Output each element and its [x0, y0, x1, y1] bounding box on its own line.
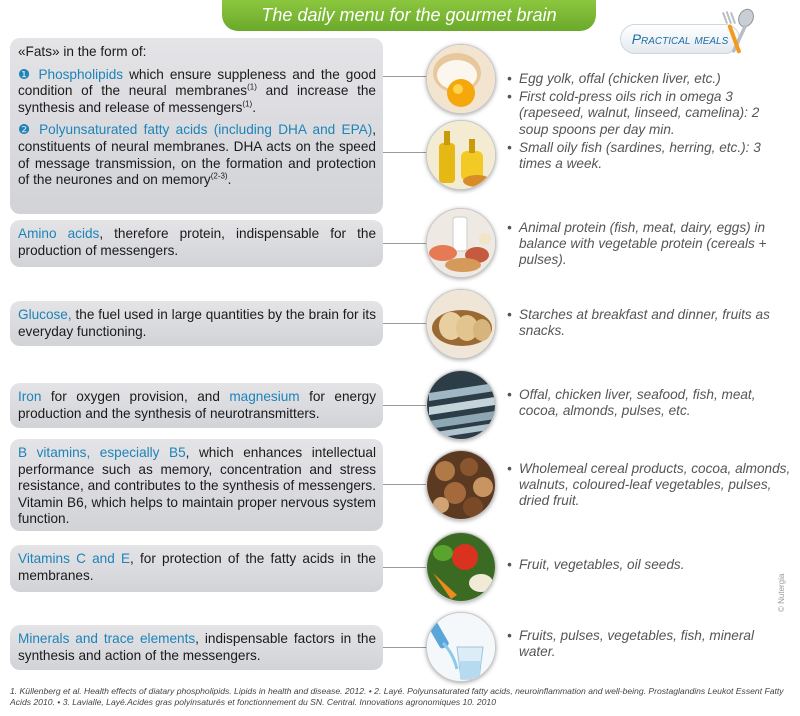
- phospholipids-number: ❶: [18, 66, 33, 82]
- iron-term: Iron: [18, 389, 42, 404]
- connector-line: [383, 243, 427, 244]
- page-title: The daily menu for the gourmet brain: [261, 5, 557, 25]
- meal-oils: • First cold-press oils rich in omega 3 (rapeseed, walnut, linseed, camelina): 2 soup spoons per day min.: [507, 89, 792, 138]
- vitamins-ce-text: , for protection of the fatty acids in the membranes.: [18, 551, 376, 583]
- practical-meals-label: Practical meals: [631, 31, 729, 47]
- meal-starches: • Starches at breakfast and dinner, fruits as snacks.: [507, 307, 792, 339]
- copyright-credit: © Nutergia: [777, 573, 786, 612]
- iron-text-b: for energy production and the synthesis of neurotransmitters.: [18, 389, 376, 421]
- fats-intro: «Fats» in the form of:: [18, 44, 147, 59]
- amino-term: Amino acids: [18, 226, 100, 241]
- meals-glucose-list: [507, 307, 792, 341]
- amino-text: , therefore protein, indispensable for the production of messengers.: [18, 226, 377, 258]
- nuts-image: [426, 450, 496, 520]
- phospholipids-text-b: and increase the synthesis and release of messengers: [18, 83, 376, 115]
- connector-line: [383, 152, 427, 153]
- phospholipids-term: Phospholipids: [38, 66, 124, 82]
- page-title-banner: [222, 0, 596, 31]
- iron-text-a: for oxygen provision, and: [41, 389, 230, 404]
- connector-line: [383, 647, 427, 648]
- fork-spoon-icon: [716, 8, 762, 60]
- meal-wholemeal: • Wholemeal cereal products, cocoa, almonds, walnuts, coloured-leaf vegetables, pulses, dried fruit.: [507, 461, 792, 510]
- card-minerals: [10, 625, 383, 670]
- phospholipids-text-c: .: [252, 99, 256, 115]
- card-b-vitamins: [10, 439, 383, 531]
- card-fats: [10, 38, 383, 214]
- meal-protein: • Animal protein (fish, meat, dairy, eggs) in balance with vegetable protein (cereals + pulses).: [507, 220, 792, 269]
- card-vitamins-c-e: [10, 545, 383, 592]
- pufa-text-b: .: [227, 172, 232, 188]
- ref-1a: (1): [247, 82, 257, 92]
- connector-line: [383, 76, 427, 77]
- fats-polyunsaturated: [18, 122, 376, 188]
- references-footnote: 1. Küllenberg et al. Health effects of diatary phospholipids. Lipids in health and disease. 2012. • 2. Layé. Polyunsaturated fatty acids, neuroinflammation and well-being. Prostaglandins Leukot Essent Fatty Acids 2010. • 3. Lavialle, Layé.Acides gras polyinsaturés et fonctionnement du SN. Central. Innovations agronomiques 10. 2010: [10, 686, 784, 707]
- pufa-text-a: , constituents of neural membranes. DHA acts on the speed of message transmission, on the formation and protection of the neurones and on memory: [18, 122, 377, 188]
- magnesium-term: magnesium: [229, 389, 300, 404]
- connector-line: [383, 484, 427, 485]
- meal-mineral-water: • Fruits, pulses, vegetables, fish, mineral water.: [507, 628, 792, 660]
- protein-foods-image: [426, 208, 496, 278]
- phospholipids-text-a: which ensure suppleness and the good condition of the neural membranes: [18, 66, 377, 99]
- glucose-text: the fuel used in large quantities by the brain for its everyday functioning.: [18, 307, 376, 339]
- minerals-text: , indispensable factors in the synthesis and action of the messengers.: [18, 631, 376, 663]
- connector-line: [383, 405, 427, 406]
- connector-line: [383, 323, 427, 324]
- connector-line: [383, 567, 427, 568]
- meal-oily-fish: • Small oily fish (sardines, herring, etc.): 3 times a week.: [507, 140, 792, 172]
- meal-fruit: • Fruit, vegetables, oil seeds.: [507, 557, 792, 573]
- vitamins-ce-term: Vitamins C and E: [18, 551, 131, 566]
- water-glass-image: [426, 612, 496, 682]
- pufa-term: Polyunsaturated fatty acids (including DHA and EPA): [39, 122, 373, 138]
- sardines-image: [426, 370, 496, 440]
- minerals-term: Minerals and trace elements: [18, 631, 196, 646]
- meal-offal: • Offal, chicken liver, seafood, fish, meat, cocoa, almonds, pulses, etc.: [507, 387, 792, 419]
- egg-yolk-image: [426, 44, 496, 114]
- meal-egg-yolk: • Egg yolk, offal (chicken liver, etc.): [507, 71, 792, 87]
- ref-1b: (1): [242, 99, 253, 109]
- fats-phospholipids: [18, 67, 376, 117]
- card-iron-magnesium: [10, 383, 383, 428]
- b-vitamins-term: B vitamins, especially B5: [18, 445, 186, 460]
- meals-b-vitamins-list: [507, 461, 792, 512]
- meals-minerals-list: [507, 628, 792, 662]
- pufa-number: ❷: [18, 122, 33, 138]
- ref-2-3: (2-3): [210, 171, 228, 181]
- meals-vitamins-ce-list: [507, 557, 792, 575]
- card-amino-acids: [10, 220, 383, 267]
- glucose-term: Glucose,: [18, 307, 72, 322]
- meals-amino-list: [507, 220, 792, 271]
- b-vitamins-text: , which enhances intellectual performance such as memory, concentration and stress resistance, and contributes to the synthesis of messengers. Vitamin B6, which helps to maintain proper nervous system function.: [18, 445, 376, 527]
- card-glucose: [10, 301, 383, 346]
- meals-fats-list: [507, 71, 792, 174]
- oil-bottles-image: [426, 120, 496, 190]
- bread-image: [426, 289, 496, 359]
- vegetables-image: [426, 532, 496, 602]
- meals-iron-list: [507, 387, 792, 421]
